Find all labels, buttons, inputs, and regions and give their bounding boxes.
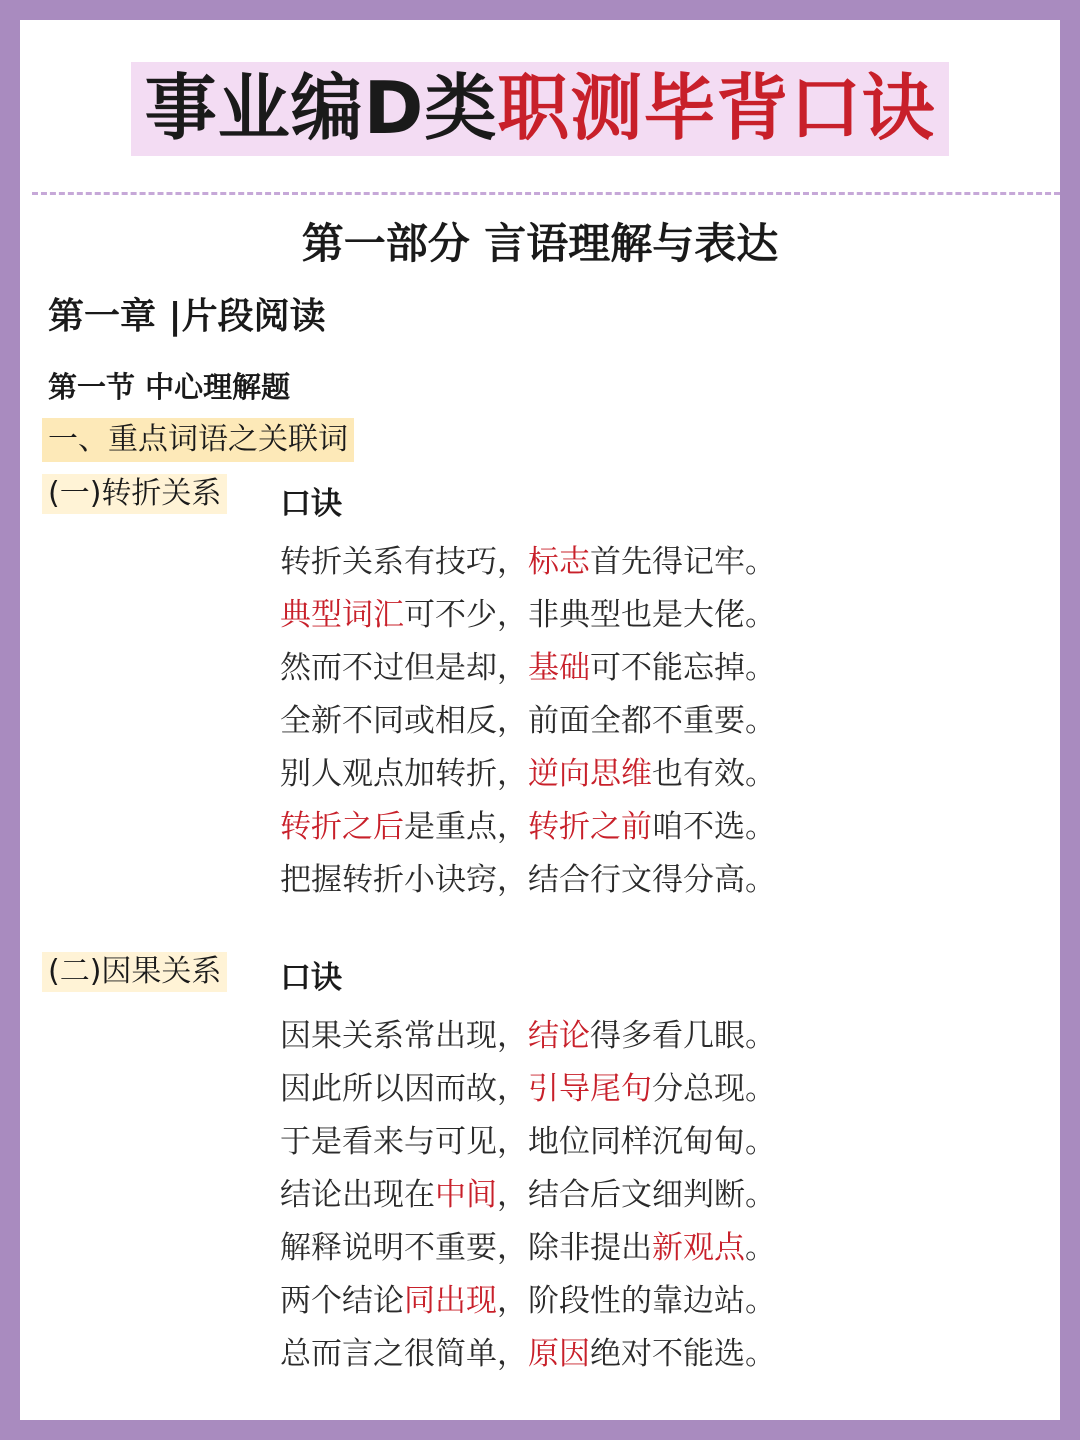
highlight-text: 中间	[435, 1177, 497, 1213]
title-part-black: 事业编D类	[144, 66, 498, 150]
rhyme-line	[280, 695, 776, 748]
rhyme-lines	[280, 1010, 776, 1381]
line-text: 别人观点加转折，	[280, 756, 528, 792]
rhyme-line	[280, 1116, 776, 1169]
highlight-text: 原因	[528, 1336, 590, 1372]
line-text: 得多看几眼。	[590, 1018, 776, 1054]
line-text: ，结合后文细判断。	[497, 1177, 776, 1213]
rhyme-line	[280, 536, 776, 589]
point-heading: 一、重点词语之关联词	[42, 418, 354, 462]
title-part-red: 职测毕背口诀	[497, 66, 936, 150]
dashed-divider	[32, 192, 1060, 195]
rhyme-heading: 口诀	[280, 960, 342, 996]
rhyme-block-causal	[280, 958, 776, 1381]
rhyme-line	[280, 1328, 776, 1381]
chapter-title: 第一章 |片段阅读	[48, 296, 326, 337]
section-title: 第一节 中心理解题	[48, 370, 291, 404]
line-text: 是重点，	[404, 809, 528, 845]
part-title: 第一部分 言语理解与表达	[301, 219, 779, 268]
page-card	[20, 20, 1060, 1420]
line-text: 全新不同或相反，前面全都不重要。	[280, 703, 776, 739]
highlight-text: 基础	[528, 650, 590, 686]
line-text: 因此所以因而故，	[280, 1071, 528, 1107]
rhyme-line	[280, 642, 776, 695]
line-text: 绝对不能选。	[590, 1336, 776, 1372]
line-text: 分总现。	[652, 1071, 776, 1107]
rhyme-line	[280, 1063, 776, 1116]
group-label-causal: (二)因果关系	[42, 952, 227, 992]
line-text: 两个结论	[280, 1283, 404, 1319]
title-wrap	[20, 62, 1060, 156]
page-title	[131, 62, 950, 156]
rhyme-line	[280, 1275, 776, 1328]
rhyme-line	[280, 801, 776, 854]
rhyme-line	[280, 1010, 776, 1063]
highlight-text: 转折之后	[280, 809, 404, 845]
rhyme-line	[280, 748, 776, 801]
line-text: 可不少，非典型也是大佬。	[404, 597, 776, 633]
line-text: 解释说明不重要，除非提出	[280, 1230, 652, 1266]
line-text: 总而言之很简单，	[280, 1336, 528, 1372]
highlight-text: 新观点	[652, 1230, 745, 1266]
group-label-turning: (一)转折关系	[42, 474, 227, 514]
line-text: 把握转折小诀窍，结合行文得分高。	[280, 862, 776, 898]
highlight-text: 逆向思维	[528, 756, 652, 792]
line-text: 首先得记牢。	[590, 544, 776, 580]
rhyme-line	[280, 589, 776, 642]
line-text: 可不能忘掉。	[590, 650, 776, 686]
line-text: 也有效。	[652, 756, 776, 792]
rhyme-line	[280, 1222, 776, 1275]
highlight-text: 引导尾句	[528, 1071, 652, 1107]
line-text: 然而不过但是却，	[280, 650, 528, 686]
highlight-text: 同出现	[404, 1283, 497, 1319]
rhyme-block-turning	[280, 484, 776, 907]
line-text: 结论出现在	[280, 1177, 435, 1213]
line-text: 咱不选。	[652, 809, 776, 845]
line-text: ，阶段性的靠边站。	[497, 1283, 776, 1319]
highlight-text: 结论	[528, 1018, 590, 1054]
highlight-text: 典型词汇	[280, 597, 404, 633]
rhyme-heading: 口诀	[280, 486, 342, 522]
highlight-text: 标志	[528, 544, 590, 580]
rhyme-line	[280, 854, 776, 907]
rhyme-lines	[280, 536, 776, 907]
rhyme-line	[280, 1169, 776, 1222]
line-text: 于是看来与可见，地位同样沉甸甸。	[280, 1124, 776, 1160]
line-text: 转折关系有技巧，	[280, 544, 528, 580]
line-text: 因果关系常出现，	[280, 1018, 528, 1054]
line-text: 。	[745, 1230, 776, 1266]
highlight-text: 转折之前	[528, 809, 652, 845]
